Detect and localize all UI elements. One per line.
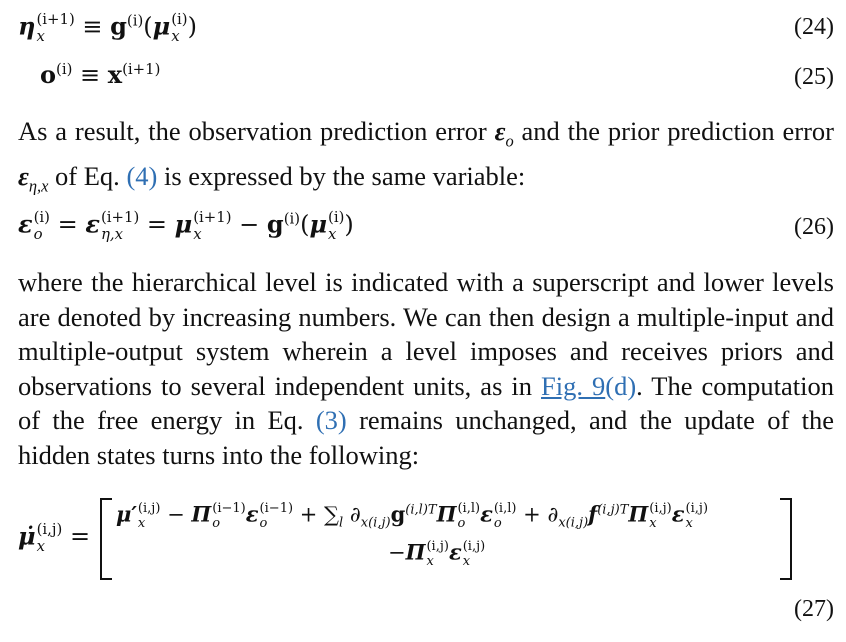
superscript: (i,l)T bbox=[405, 502, 437, 518]
superscript: (i,j) bbox=[462, 539, 486, 554]
mu-symbol: μ bbox=[309, 209, 328, 239]
subscript: x bbox=[36, 536, 45, 555]
equals-sign: = bbox=[69, 522, 91, 551]
subscript: o bbox=[259, 516, 268, 532]
epsilon-symbol: ε bbox=[480, 501, 493, 527]
equation-number: (27) bbox=[794, 596, 834, 622]
text: is expressed by the same variable: bbox=[157, 160, 526, 191]
subscript: x bbox=[328, 224, 337, 243]
subscript: x bbox=[685, 516, 693, 532]
minus-sign: − bbox=[388, 540, 406, 565]
right-bracket bbox=[780, 498, 792, 580]
text: of Eq. bbox=[48, 160, 127, 191]
superscript: (i,l) bbox=[457, 501, 481, 516]
x-symbol: x bbox=[107, 60, 123, 89]
subscript: η,x bbox=[100, 224, 123, 243]
subscript: x bbox=[36, 26, 45, 45]
equals-sign: = bbox=[146, 210, 167, 239]
g-symbol: g bbox=[390, 501, 406, 527]
subscript: o bbox=[493, 516, 502, 532]
superscript: (i,j) bbox=[426, 539, 449, 554]
text: As a result, the observation prediction error bbox=[18, 116, 495, 146]
subscript: η,x bbox=[28, 176, 49, 196]
eq-ref-link[interactable]: (3) bbox=[315, 405, 347, 435]
superscript: (i,j) bbox=[649, 501, 672, 516]
pi-symbol: Π bbox=[436, 501, 457, 527]
g-symbol: g bbox=[110, 11, 127, 41]
plus-sign: + bbox=[299, 502, 318, 527]
superscript: (i,j) bbox=[685, 501, 709, 516]
equation-number: (26) bbox=[794, 214, 834, 240]
subscript: x(i,j) bbox=[360, 515, 391, 531]
epsilon-symbol: ε bbox=[448, 539, 462, 565]
superscript: (i−1) bbox=[259, 501, 294, 516]
equation-26: ε (i) o = ε (i+1) η,x = μ (i+1) x − $g^{(i)}(\mu$ (i) x ) bbox=[18, 208, 354, 243]
mu-symbol: μ bbox=[152, 11, 171, 41]
text: where the hierarchical level is indicated with a superscript and lower levels are denoted by increasing numbers. We can then design a multiple-input and multiple-output system wherein a level imposes and receives priors and observations to several independent units, as in bbox=[18, 267, 834, 401]
eq-ref-link[interactable]: (4) bbox=[126, 160, 158, 191]
subscript: l bbox=[339, 515, 344, 531]
superscript: (i) bbox=[33, 208, 50, 226]
minus-sign: − bbox=[239, 210, 260, 239]
paragraph bbox=[18, 114, 834, 204]
superscript: (i+1) bbox=[193, 208, 232, 226]
minus-sign: − bbox=[167, 502, 185, 527]
equation-number: (25) bbox=[794, 64, 834, 90]
g-symbol: g bbox=[266, 209, 284, 239]
superscript: (i,l) bbox=[493, 501, 517, 516]
subscript: x bbox=[193, 224, 202, 243]
epsilon-symbol: ε bbox=[494, 116, 506, 146]
paren: ( bbox=[143, 12, 153, 41]
plus-sign: + bbox=[523, 502, 541, 527]
superscript: (i+1) bbox=[122, 60, 161, 78]
superscript: (i) bbox=[56, 60, 73, 78]
equation-27-row1 bbox=[116, 502, 708, 530]
equation-25 bbox=[40, 62, 160, 87]
equation-27-lhs bbox=[18, 522, 90, 554]
figure-ref-link[interactable]: Fig. 9 bbox=[541, 370, 606, 401]
superscript: (i) bbox=[171, 10, 188, 28]
pi-symbol: Π bbox=[405, 539, 426, 565]
epsilon-symbol: ε bbox=[671, 501, 685, 527]
subscript: x(i,j) bbox=[558, 515, 589, 531]
left-bracket bbox=[100, 498, 112, 580]
subscript: o bbox=[33, 224, 43, 243]
superscript: (i) bbox=[283, 209, 301, 228]
subscript: x bbox=[426, 554, 434, 570]
equation-number: (24) bbox=[794, 14, 834, 40]
subscript: x bbox=[171, 26, 180, 45]
subscript: o bbox=[505, 131, 514, 151]
epsilon-symbol: ε bbox=[85, 209, 100, 239]
superscript: (i−1) bbox=[212, 501, 246, 516]
f-symbol: f bbox=[588, 501, 598, 527]
superscript: (i) bbox=[126, 11, 144, 30]
text: and the prior prediction error bbox=[513, 116, 834, 146]
mu-prime-symbol: μ′ bbox=[116, 501, 137, 527]
text: remains unchanged, and the update of the hidden states turns into the following: bbox=[18, 405, 834, 470]
mu-symbol: μ bbox=[174, 209, 193, 239]
pi-symbol: Π bbox=[191, 501, 212, 527]
eta-symbol: η bbox=[18, 11, 36, 41]
equation-24 bbox=[18, 12, 197, 44]
paren: ) bbox=[187, 12, 197, 41]
equiv-sign: ≡ bbox=[82, 12, 103, 41]
epsilon-symbol: ε bbox=[245, 501, 259, 527]
subscript: x bbox=[649, 516, 657, 532]
partial-symbol: ∂ bbox=[349, 502, 361, 527]
paragraph bbox=[18, 265, 834, 472]
partial-symbol: ∂ bbox=[547, 502, 559, 527]
epsilon-symbol: ε bbox=[18, 160, 29, 191]
superscript: (i,j) bbox=[137, 501, 161, 516]
text: . The computation of the free energy in Eq. bbox=[18, 370, 834, 435]
subscript: x bbox=[462, 554, 471, 570]
mu-dot-symbol: μ̇ bbox=[18, 521, 36, 551]
subscript: o bbox=[212, 516, 221, 532]
superscript: (i,j) bbox=[36, 520, 63, 538]
equiv-sign: ≡ bbox=[80, 61, 101, 89]
superscript: (i,j)T bbox=[597, 502, 629, 518]
equation-27-row2 bbox=[388, 540, 485, 568]
superscript: (i) bbox=[328, 208, 345, 226]
equals-sign: = bbox=[57, 210, 78, 239]
o-symbol: o bbox=[40, 60, 57, 89]
superscript: (i+1) bbox=[100, 208, 140, 226]
superscript: (i+1) bbox=[36, 10, 75, 28]
subscript: x bbox=[137, 516, 146, 532]
subscript: o bbox=[457, 516, 466, 532]
epsilon-symbol: ε bbox=[18, 209, 33, 239]
sum-symbol: ∑ bbox=[324, 502, 340, 527]
figure-panel-ref[interactable]: (d) bbox=[605, 370, 637, 401]
pi-symbol: Π bbox=[628, 501, 649, 527]
